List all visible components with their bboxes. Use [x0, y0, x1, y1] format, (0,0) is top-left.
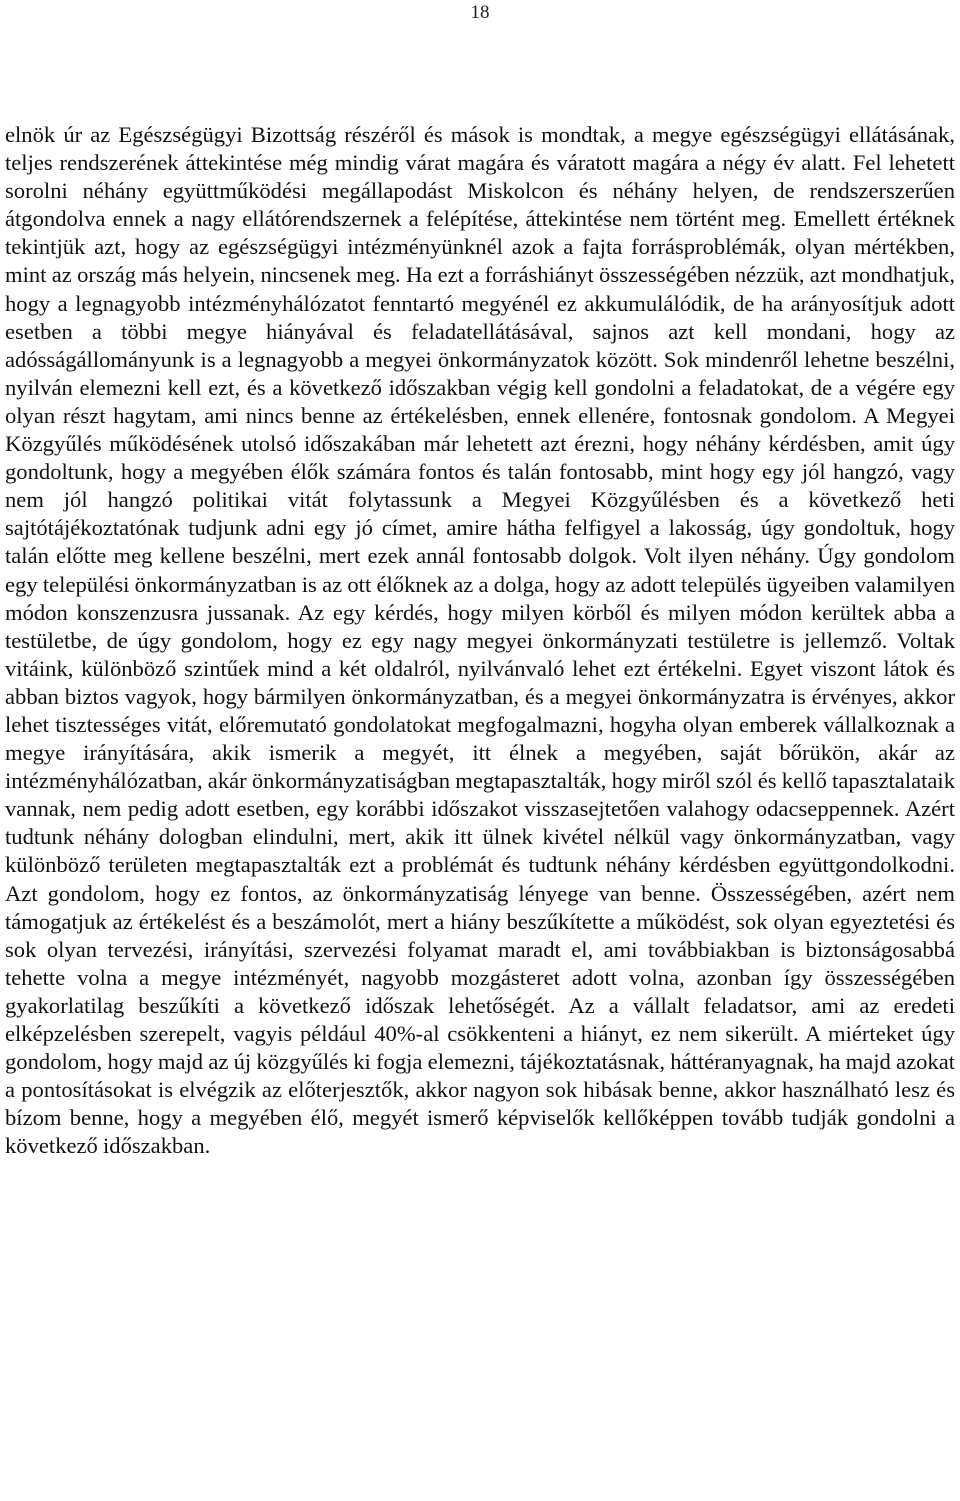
- page-number: 18: [470, 2, 490, 23]
- body-paragraph: elnök úr az Egészségügyi Bizottság részéről és mások is mondtak, a megye egészségügyi ellátásának, teljes rendszerének áttekintése még mindig várat magára és váratott magára a négy év alatt. Fel lehetett sorolni néhány együttműködési megállapodást Miskolcon és néhány helyen, de rendszerszerűen átgondolva ennek a nagy ellátórendszernek a felépítése, áttekintése nem történt meg. Emellett értéknek tekintjük azt, hogy az egészségügyi intézményünknél azok a fajta forrásproblémák, olyan mértékben, mint az ország más helyein, nincsenek meg. Ha ezt a forráshiányt összességében nézzük, azt mondhatjuk, hogy a legnagyobb intézményhálózatot fenntartó megyénél ez akkumulálódik, de ha arányosítjuk adott esetben a többi megye hiányával és feladatellátásával, sajnos azt kell mondani, hogy az adósságállományunk is a legnagyobb a megyei önkormányzatok között. Sok mindenről lehetne beszélni, nyilván elemezni kell ezt, és a következő időszakban végig kell gondolni a feladatokat, de a végére egy olyan részt hagytam, ami nincs benne az értékelésben, ennek ellenére, fontosnak gondolom. A Megyei Közgyűlés működésének utolsó időszakában már lehetett azt érezni, hogy néhány kérdésben, amit úgy gondoltunk, hogy a megyében élők számára fontos és talán fontosabb, mint hogy egy jól hangzó, vagy nem jól hangzó politikai vitát folytassunk a Megyei Közgyűlésben és a következő heti sajtótájékoztatónak tudjunk adni egy jó címet, amire hátha felfigyel a lakosság, úgy gondoltuk, hogy talán előtte meg kellene beszélni, mert ezek annál fontosabb dolgok. Volt ilyen néhány. Úgy gondolom egy települési önkormányzatban is az ott élőknek az a dolga, hogy az adott település ügyeiben valamilyen módon konszenzusra jussanak. Az egy kérdés, hogy milyen körből és milyen módon kerültek abba a testületbe, de úgy gondolom, hogy ez egy nagy megyei önkormányzati testületre is jellemző. Voltak vitáink, különböző szintűek mind a két oldalról, nyilvánvaló lehet ezt értékelni. Egyet viszont látok és abban biztos vagyok, hogy bármilyen önkormányzatban, és a megyei önkormányzatra is érvényes, akkor lehet tisztességes vitát, előremutató gondolatokat megfogalmazni, hogyha olyan emberek vállalkoznak a megye irányítására, akik ismerik a megyét, itt élnek a megyében, saját bőrükön, akár az intézményhálózatban, akár önkormányzatiságban megtapasztalták, hogy miről szól és kellő tapasztalataik vannak, nem pedig adott esetben, egy korábbi időszakot visszasejtetően valahogy odacseppennek. Azért tudtunk néhány dologban elindulni, mert, akik itt ülnek kivétel nélkül vagy önkormányzatban, vagy különböző területen megtapasztalták ezt a problémát és tudtunk néhány kérdésben együttgondolkodni. Azt gondolom, hogy ez fontos, az önkormányzatiság lényege van benne. Összességében, azért nem támogatjuk az értékelést és a beszámolót, mert a hiány beszűkítette a működést, sok olyan egyeztetési és sok olyan tervezési, irányítási, szervezési folyamat maradt el, ami továbbiakban is biztonságosabbá tehette volna a megye intézményét, nagyobb mozgásteret adott volna, azonban így összességében gyakorlatilag beszűkíti a következő időszak lehetőségét. Az a vállalt feladatsor, ami az eredeti elképzelésben szerepelt, vagyis például 40%-al csökkenteni a hiányt, ez nem sikerült. A miérteket úgy gondolom, hogy majd az új közgyűlés ki fogja elemezni, tájékoztatásnak, háttéranyagnak, ha majd azokat a pontosításokat is elvégzik az előterjesztők, akkor nagyon sok hibásak benne, akkor használható lesz és bízom benne, hogy a megyében élő, megyét ismerő képviselők kellőképpen tovább tudják gondolni a következő időszakban.: [5, 122, 955, 1159]
